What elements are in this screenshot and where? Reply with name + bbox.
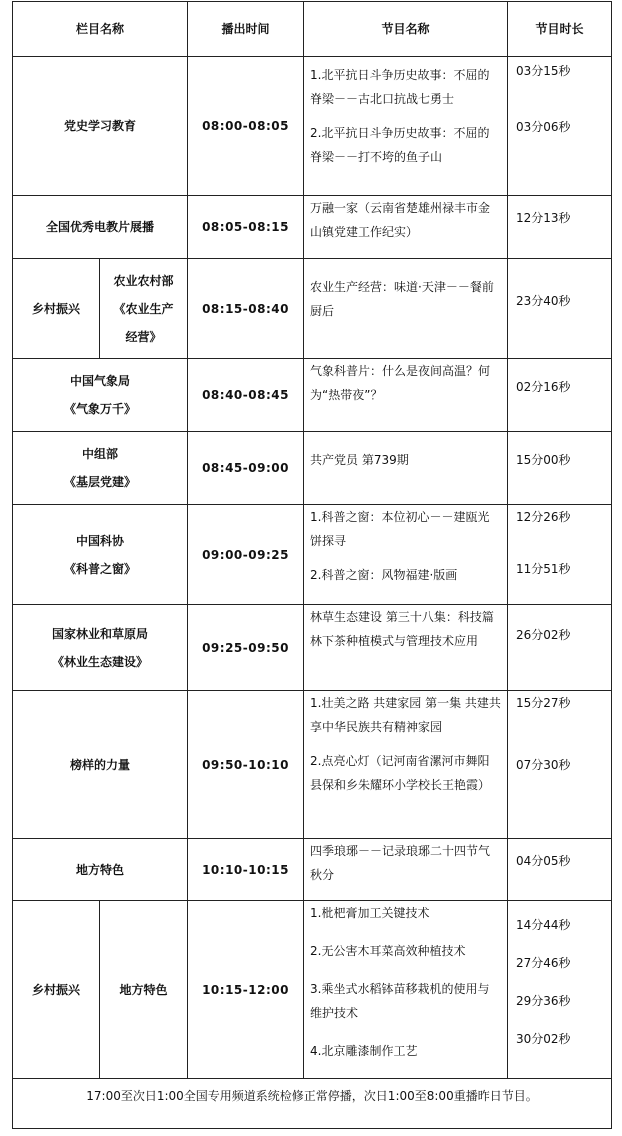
duration-cell [508,259,612,359]
air-time: 08:40-08:45 [188,359,304,432]
header-row [13,2,612,57]
duration-cell [508,505,612,605]
header-time: 播出时间 [188,2,304,57]
column-line: 中国科协 [76,533,125,548]
column-name [13,359,188,432]
table-row [13,432,612,505]
program-item: 气象科普片：什么是夜间高温？何为“热带夜”？ [310,364,491,402]
column-name: 全国优秀电教片展播 [13,196,188,259]
air-time: 10:15-12:00 [188,901,304,1079]
table-row [13,196,612,259]
duration-item: 11分51秒 [516,562,571,576]
duration-item: 26分02秒 [516,628,571,642]
duration-item: 12分26秒 [516,510,571,524]
table-row [13,359,612,432]
program-item: 1.科普之窗：本位初心－－建瓯光饼探寻 [310,510,490,548]
air-time: 10:10-10:15 [188,839,304,901]
program-item: 1.壮美之路 共建家园 第一集 共建共享中华民族共有精神家园 [310,696,501,734]
duration-item: 04分05秒 [516,854,571,868]
program-cell [304,359,508,432]
sub-column-name: 地方特色 [100,901,188,1079]
program-cell [304,839,508,901]
column-name [13,432,188,505]
duration-item: 15分00秒 [516,453,571,467]
header-program: 节目名称 [304,2,508,57]
table-row [13,57,612,196]
duration-cell [508,901,612,1079]
column-name: 乡村振兴 [13,901,100,1079]
column-name [13,505,188,605]
duration-cell [508,196,612,259]
program-cell [304,432,508,505]
duration-item: 03分06秒 [516,120,571,134]
air-time: 08:05-08:15 [188,196,304,259]
duration-cell [508,57,612,196]
program-cell [304,901,508,1079]
program-item: 共产党员 第739期 [310,453,409,467]
duration-item: 14分44秒 [516,918,571,932]
program-item: 万融一家（云南省楚雄州禄丰市金山镇党建工作纪实） [310,201,491,239]
duration-cell [508,432,612,505]
duration-item: 15分27秒 [516,696,571,710]
sub-column-line: 《农业生产 [113,301,174,316]
program-cell [304,57,508,196]
column-line: 《林业生态建设》 [52,654,149,669]
schedule-table [12,1,612,1129]
air-time: 09:25-09:50 [188,605,304,691]
air-time: 08:45-09:00 [188,432,304,505]
program-cell [304,196,508,259]
header-duration: 节目时长 [508,2,612,57]
column-name [13,605,188,691]
program-item: 2.点亮心灯（记河南省漯河市舞阳县保和乡朱耀环小学校长王艳霞） [310,754,491,792]
air-time: 08:15-08:40 [188,259,304,359]
program-item: 2.北平抗日斗争历史故事：不屈的脊梁－－打不垮的鱼子山 [310,126,490,164]
duration-item: 12分13秒 [516,211,571,225]
column-name: 地方特色 [13,839,188,901]
table-row [13,259,612,359]
program-item: 1.枇杷膏加工关键技术 [310,906,430,920]
footer-note: 17:00至次日1:00全国专用频道系统检修正常停播，次日1:00至8:00重播昨日节目。 [13,1079,612,1129]
program-cell [304,691,508,839]
duration-cell [508,839,612,901]
program-item: 4.北京雕漆制作工艺 [310,1044,418,1058]
program-item: 3.乘坐式水稻钵苗移栽机的使用与维护技术 [310,982,490,1020]
duration-item: 02分16秒 [516,380,571,394]
duration-item: 30分02秒 [516,1032,571,1046]
footer-row [13,1079,612,1129]
program-cell [304,505,508,605]
column-line: 《气象万千》 [64,402,137,416]
sub-column-name [100,259,188,359]
duration-cell [508,605,612,691]
column-line: 国家林业和草原局 [52,626,149,641]
sub-column-line: 农业农村部 [113,273,174,288]
duration-item: 27分46秒 [516,956,571,970]
program-item: 四季琅琊－－记录琅琊二十四节气 秋分 [310,844,491,882]
duration-item: 23分40秒 [516,294,571,308]
table-row [13,691,612,839]
program-item: 2.科普之窗：风物福建·版画 [310,568,458,582]
program-item: 1.北平抗日斗争历史故事：不屈的脊梁－－古北口抗战七勇士 [310,68,490,106]
duration-item: 29分36秒 [516,994,571,1008]
air-time: 09:50-10:10 [188,691,304,839]
table-row [13,605,612,691]
column-name: 榜样的力量 [13,691,188,839]
duration-cell [508,691,612,839]
sub-column-line: 经营》 [125,329,162,344]
column-line: 《科普之窗》 [64,561,137,576]
column-line: 中组部 [82,447,119,461]
table-row [13,505,612,605]
duration-item: 03分15秒 [516,64,571,78]
program-item: 农业生产经营：味道·天津－－餐前厨后 [310,280,494,318]
program-item: 林草生态建设 第三十八集：科技篇 林下茶种植模式与管理技术应用 [310,610,494,648]
program-item: 2.无公害木耳菜高效种植技术 [310,944,466,958]
column-name: 党史学习教育 [13,57,188,196]
column-line: 《基层党建》 [64,475,137,489]
column-line: 中国气象局 [70,374,131,388]
program-cell [304,259,508,359]
table-row [13,901,612,1079]
column-name: 乡村振兴 [13,259,100,359]
duration-item: 07分30秒 [516,758,571,772]
air-time: 08:00-08:05 [188,57,304,196]
program-cell [304,605,508,691]
duration-cell [508,359,612,432]
table-row [13,839,612,901]
header-column: 栏目名称 [13,2,188,57]
air-time: 09:00-09:25 [188,505,304,605]
